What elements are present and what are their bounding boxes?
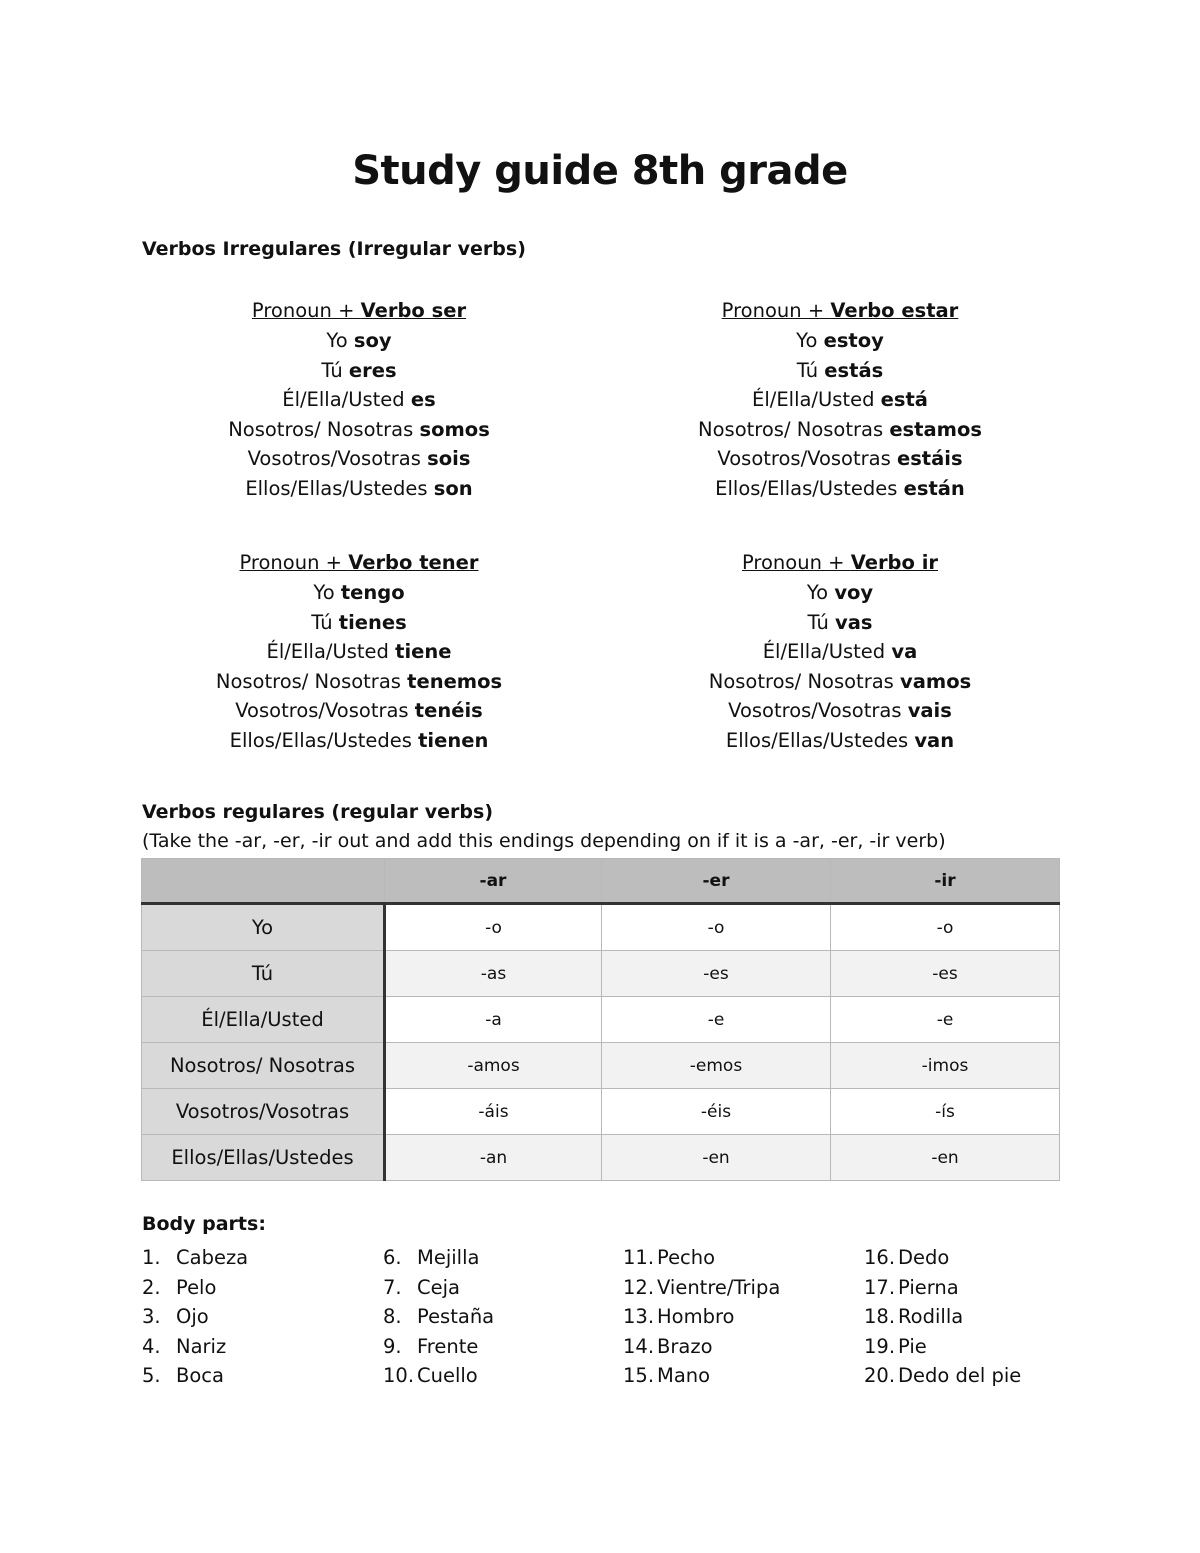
header-prefix: Pronoun + [239, 551, 349, 574]
list-item [142, 1273, 248, 1303]
conjugation-row [129, 356, 589, 386]
conjugation-row [129, 474, 589, 504]
ending-er: -o [602, 904, 831, 951]
ending-ar: -amos [385, 1043, 602, 1089]
ending-ar: -an [385, 1135, 602, 1181]
item-label: Hombro [657, 1305, 735, 1328]
conjugation-header [129, 296, 589, 326]
item-label: Pestaña [417, 1305, 495, 1328]
header-verb: Verbo ir [850, 551, 938, 574]
verb-form: tenemos [407, 669, 503, 693]
pronoun: Vosotros/Vosotras [717, 447, 897, 470]
pronoun: Nosotros/ Nosotras [215, 669, 408, 693]
list-item [623, 1361, 780, 1391]
verb-form: tienes [338, 610, 407, 634]
list-item [623, 1302, 780, 1332]
list-item [864, 1332, 1021, 1362]
conjugation-row [610, 608, 1070, 638]
verb-form: estoy [823, 329, 884, 352]
item-label: Ceja [417, 1275, 460, 1299]
list-item [383, 1332, 494, 1362]
list-item [383, 1361, 494, 1391]
column-header-ir: -ir [831, 859, 1060, 904]
item-number: 10. [383, 1364, 415, 1387]
ending-ir: -en [831, 1135, 1060, 1181]
ending-er: -en [602, 1135, 831, 1181]
pronoun: Él/Ella/Usted [266, 640, 396, 663]
ending-ar: -áis [385, 1089, 602, 1135]
body-parts-column-2 [383, 1243, 494, 1391]
item-number: 16. [864, 1246, 896, 1269]
item-label: Pecho [657, 1246, 716, 1269]
pronoun: Ellos/Ellas/Ustedes [245, 476, 434, 500]
conjugation-row [610, 578, 1070, 608]
item-label: Pelo [176, 1275, 217, 1299]
pronoun: Yo [326, 329, 354, 352]
item-label: Brazo [657, 1334, 713, 1358]
verb-form: estamos [889, 417, 982, 441]
verb-form: vas [835, 610, 873, 634]
pronoun: Ellos/Ellas/Ustedes [229, 728, 419, 752]
conjugation-tener [129, 548, 589, 755]
ending-er: -es [602, 951, 831, 997]
conjugation-header [610, 548, 1070, 578]
item-label: Dedo del pie [898, 1364, 1022, 1387]
list-item [142, 1332, 248, 1362]
conjugation-ir [610, 548, 1070, 755]
pronoun: Tú [321, 358, 349, 382]
item-number: 8. [383, 1305, 402, 1328]
item-label: Mano [657, 1364, 711, 1387]
verb-form: sois [427, 447, 471, 470]
conjugation-row [610, 385, 1070, 415]
item-number: 13. [623, 1305, 655, 1328]
conjugation-row [129, 326, 589, 356]
list-item [142, 1243, 248, 1273]
verb-form: vamos [900, 669, 972, 693]
pronoun: Vosotros/Vosotras [235, 699, 415, 722]
item-label: Frente [417, 1334, 479, 1358]
ending-ir: -imos [831, 1043, 1060, 1089]
verb-form: eres [348, 358, 397, 382]
verb-form: están [903, 476, 965, 500]
ending-ar: -o [385, 904, 602, 951]
verb-form: somos [419, 417, 490, 441]
conjugation-row [610, 726, 1070, 756]
regular-verbs-note: (Take the -ar, -er, -ir out and add this endings depending on if it is a -ar, -er, -ir verb) [142, 830, 946, 852]
list-item [864, 1302, 1021, 1332]
page-title: Study guide 8th grade [352, 148, 848, 194]
item-label: Rodilla [898, 1305, 964, 1328]
conjugation-row [610, 667, 1070, 697]
item-number: 6. [383, 1246, 402, 1269]
conjugation-row [129, 444, 589, 474]
conjugation-row [610, 474, 1070, 504]
list-item [864, 1273, 1021, 1303]
pronoun: Yo [806, 581, 835, 604]
list-item [623, 1273, 780, 1303]
conjugation-row [610, 696, 1070, 726]
conjugation-estar [610, 296, 1070, 503]
pronoun: Él/Ella/Usted [282, 388, 411, 411]
item-label: Cuello [417, 1364, 478, 1387]
ending-ir: -es [831, 951, 1060, 997]
row-pronoun: Yo [142, 904, 385, 951]
conjugation-row [610, 326, 1070, 356]
pronoun: Ellos/Ellas/Ustedes [715, 476, 904, 500]
item-label: Dedo [898, 1246, 950, 1269]
table-row [142, 904, 1060, 951]
header-verb: Verbo tener [348, 551, 479, 574]
header-verb: Verbo ser [360, 299, 467, 322]
verb-form: tenéis [414, 699, 483, 722]
row-pronoun: Tú [142, 951, 385, 997]
verb-form: es [410, 388, 436, 411]
endings-table [141, 858, 1060, 1181]
header-prefix: Pronoun + [721, 299, 831, 322]
verb-form: tiene [395, 640, 452, 663]
pronoun: Ellos/Ellas/Ustedes [725, 728, 915, 752]
item-label: Vientre/Tripa [657, 1275, 781, 1299]
pronoun: Vosotros/Vosotras [247, 447, 428, 470]
pronoun: Tú [796, 358, 825, 382]
item-number: 19. [864, 1334, 896, 1358]
pronoun: Nosotros/ Nosotras [708, 669, 901, 693]
pronoun: Vosotros/Vosotras [728, 699, 908, 722]
item-number: 5. [142, 1364, 161, 1387]
list-item [864, 1361, 1021, 1391]
list-item [864, 1243, 1021, 1273]
pronoun: Él/Ella/Usted [762, 640, 892, 663]
body-parts-column-1 [142, 1243, 248, 1391]
pronoun: Nosotros/ Nosotras [228, 417, 420, 441]
item-label: Boca [176, 1364, 224, 1387]
table-row [142, 1043, 1060, 1089]
item-label: Cabeza [176, 1246, 249, 1269]
list-item [142, 1361, 248, 1391]
header-verb: Verbo estar [830, 299, 959, 322]
verb-form: tengo [340, 581, 405, 604]
regular-verbs-heading: Verbos regulares (regular verbs) [142, 801, 494, 823]
list-item [383, 1273, 494, 1303]
row-pronoun: Nosotros/ Nosotras [142, 1043, 385, 1089]
pronoun: Nosotros/ Nosotras [698, 417, 890, 441]
ending-ar: -a [385, 997, 602, 1043]
conjugation-row [129, 667, 589, 697]
table-row [142, 1089, 1060, 1135]
verb-form: estáis [896, 447, 963, 470]
verb-form: van [914, 728, 955, 752]
header-prefix: Pronoun + [251, 299, 361, 322]
item-number: 4. [142, 1334, 161, 1358]
table-corner-cell [142, 859, 385, 904]
item-number: 7. [383, 1275, 402, 1299]
item-number: 3. [142, 1305, 161, 1328]
list-item [383, 1243, 494, 1273]
verb-form: tienen [418, 728, 489, 752]
item-label: Mejilla [417, 1246, 480, 1269]
item-number: 12. [623, 1275, 655, 1299]
conjugation-row [610, 415, 1070, 445]
conjugation-row [610, 637, 1070, 667]
column-header-er: -er [602, 859, 831, 904]
conjugation-header [129, 548, 589, 578]
item-label: Nariz [176, 1334, 227, 1358]
table-header-row [142, 859, 1060, 904]
list-item [623, 1332, 780, 1362]
conjugation-row [129, 696, 589, 726]
column-header-ar: -ar [385, 859, 602, 904]
pronoun: Tú [311, 610, 339, 634]
conjugation-row [129, 415, 589, 445]
ending-er: -emos [602, 1043, 831, 1089]
verb-form: vais [907, 699, 952, 722]
ending-ir: -ís [831, 1089, 1060, 1135]
verb-form: voy [834, 581, 874, 604]
verb-form: va [891, 640, 918, 663]
verb-form: son [433, 476, 473, 500]
item-number: 1. [142, 1246, 161, 1269]
table-row [142, 1135, 1060, 1181]
table-row [142, 997, 1060, 1043]
conjugation-row [129, 608, 589, 638]
table-row [142, 951, 1060, 997]
item-number: 2. [142, 1275, 161, 1299]
conjugation-ser [129, 296, 589, 503]
verb-form: estás [824, 358, 884, 382]
item-number: 14. [623, 1334, 655, 1358]
pronoun: Él/Ella/Usted [752, 388, 881, 411]
conjugation-header [610, 296, 1070, 326]
row-pronoun: Ellos/Ellas/Ustedes [142, 1135, 385, 1181]
ending-ir: -e [831, 997, 1060, 1043]
item-label: Ojo [176, 1305, 209, 1328]
conjugation-row [610, 444, 1070, 474]
list-item [142, 1302, 248, 1332]
list-item [623, 1243, 780, 1273]
item-number: 11. [623, 1246, 655, 1269]
body-parts-column-4 [864, 1243, 1021, 1391]
item-number: 9. [383, 1334, 402, 1358]
ending-er: -éis [602, 1089, 831, 1135]
item-number: 15. [623, 1364, 655, 1387]
conjugation-row [129, 578, 589, 608]
body-parts-column-3 [623, 1243, 780, 1391]
conjugation-row [610, 356, 1070, 386]
item-number: 18. [864, 1305, 896, 1328]
conjugation-row [129, 726, 589, 756]
conjugation-row [129, 385, 589, 415]
conjugation-row [129, 637, 589, 667]
row-pronoun: Vosotros/Vosotras [142, 1089, 385, 1135]
list-item [383, 1302, 494, 1332]
item-number: 20. [864, 1364, 896, 1387]
item-number: 17. [864, 1275, 896, 1299]
pronoun: Tú [807, 610, 836, 634]
body-parts-heading: Body parts: [142, 1213, 266, 1235]
pronoun: Yo [796, 329, 824, 352]
pronoun: Yo [313, 581, 341, 604]
item-label: Pie [898, 1334, 927, 1358]
verb-form: está [880, 388, 928, 411]
item-label: Pierna [898, 1275, 959, 1299]
ending-ar: -as [385, 951, 602, 997]
verb-form: soy [353, 329, 392, 352]
header-prefix: Pronoun + [742, 551, 851, 574]
ending-er: -e [602, 997, 831, 1043]
ending-ir: -o [831, 904, 1060, 951]
row-pronoun: Él/Ella/Usted [142, 997, 385, 1043]
irregular-verbs-heading: Verbos Irregulares (Irregular verbs) [142, 238, 526, 260]
